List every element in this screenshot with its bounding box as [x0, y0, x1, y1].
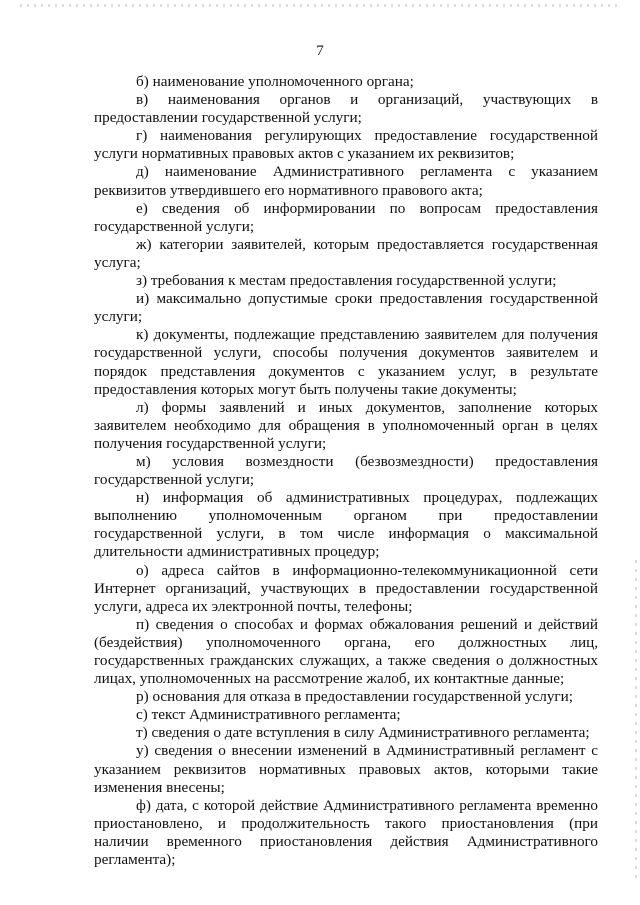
- list-item-g: г) наименования регулирующих предоставление государственной услуги нормативных правовых актов с указанием их реквизитов;: [94, 127, 598, 163]
- list-item-e: е) сведения об информировании по вопросам предоставления государственной услуги;: [94, 199, 598, 235]
- list-item-f: ф) дата, с которой действие Административного регламента временно приостановлено, и продолжительность такого приостановления (при наличии временного приостановления действия Административного регламента);: [94, 796, 598, 869]
- page-number: 7: [316, 43, 324, 59]
- list-item-i: и) максимально допустимые сроки предоставления государственной услуги;: [94, 290, 598, 326]
- list-item-l: л) формы заявлений и иных документов, заполнение которых заявителем необходимо для обращения в уполномоченный орган в целях получения государственной услуги;: [94, 398, 598, 452]
- scan-artifact-right: [635, 560, 637, 880]
- list-item-u: у) сведения о внесении изменений в Административный регламент с указанием реквизитов нормативных правовых актов, которыми такие изменения внесены;: [94, 742, 598, 796]
- list-item-p: п) сведения о способах и формах обжалования решений и действий (бездействия) уполномоченного органа, его должностных лиц, государственных гражданских служащих, а также сведения о должностных лицах, уполномоченных на рассмотрение жалоб, их контактные данные;: [94, 615, 598, 688]
- list-item-m: м) условия возмездности (безвозмездности) предоставления государственной услуги;: [94, 452, 598, 489]
- list-item-k: к) документы, подлежащие представлению заявителем для получения государственной услуги, способы получения документов заявителем и порядок представления документов с указанием услуг, в результате предоставления которых могут быть получены такие документы;: [94, 326, 598, 398]
- scan-artifact-top: [20, 4, 620, 7]
- document-body: [94, 73, 598, 869]
- list-item-zh: ж) категории заявителей, которым предоставляется государственная услуга;: [94, 235, 598, 271]
- list-item-d: д) наименование Административного регламента с указанием реквизитов утвердившего его нормативного правового акта;: [94, 163, 598, 199]
- list-item-z: з) требования к местам предоставления государственной услуги;: [136, 272, 557, 290]
- list-item-r: р) основания для отказа в предоставлении государственной услуги;: [136, 688, 574, 706]
- list-item-t: т) сведения о дате вступления в силу Административного регламента;: [136, 724, 590, 742]
- list-item-s: с) текст Административного регламента;: [136, 706, 401, 724]
- list-item-b: б) наименование уполномоченного органа;: [136, 73, 414, 90]
- list-item-v: в) наименования органов и организаций, участвующих в предоставлении государственной услуги;: [94, 91, 598, 127]
- list-item-o: о) адреса сайтов в информационно-телекоммуникационной сети Интернет организаций, участвующих в предоставлении государственной услуги, адреса их электронной почты, телефоны;: [94, 561, 598, 615]
- list-item-n: н) информация об административных процедурах, подлежащих выполнению уполномоченным органом при предоставлении государственной услуги, в том числе информация о максимальной длительности административных процедур;: [94, 489, 598, 561]
